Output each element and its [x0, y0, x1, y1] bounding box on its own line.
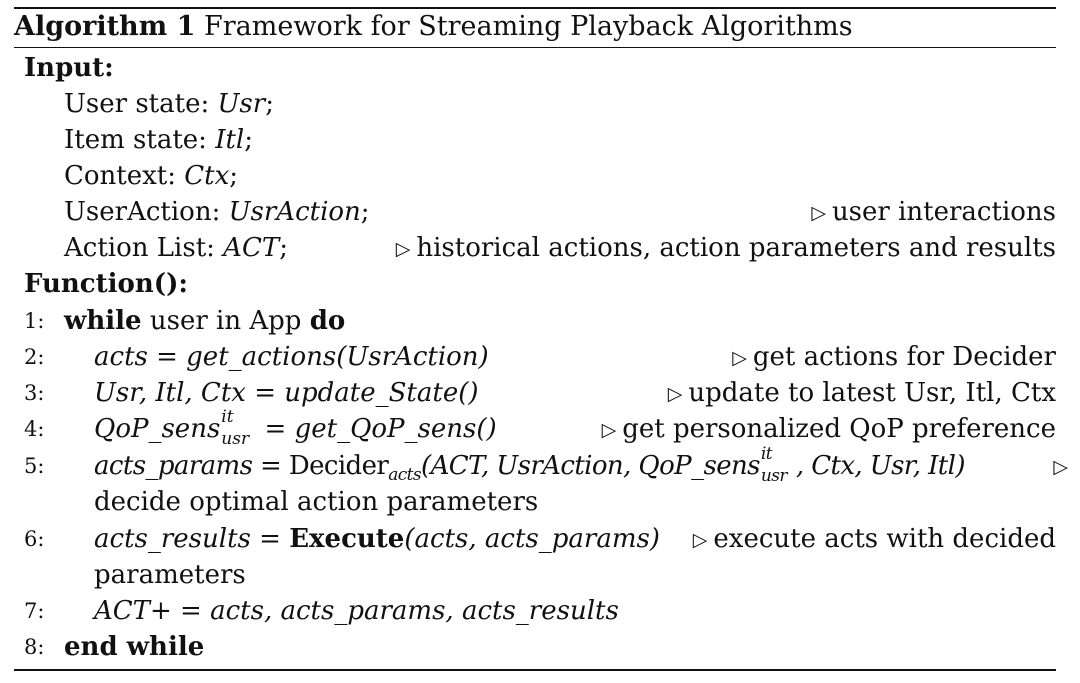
- input-symbol: ACT: [223, 233, 280, 263]
- comment: parameters: [94, 560, 246, 590]
- comment: ▷ get actions for Decider: [732, 342, 1056, 372]
- input-item: Item state: Itl;: [64, 125, 253, 155]
- comment-triangle-icon: ▷: [1053, 456, 1068, 478]
- input-symbol: Ctx: [184, 161, 230, 191]
- step-number: 4:: [24, 417, 45, 441]
- comment: ▷ update to latest Usr, Itl, Ctx: [667, 378, 1056, 408]
- algorithm-step: [0, 375, 1080, 411]
- comment-triangle-icon: ▷: [667, 383, 683, 405]
- function-heading: Function():: [24, 269, 188, 299]
- step-number: 2:: [24, 345, 45, 369]
- step-code: acts_params = Decider$_{acts}$(ACT, UsrAction, QoP_sens it usr , Ctx, Usr, Itl): [94, 444, 965, 486]
- keyword-end-while: end while: [64, 632, 205, 662]
- input-item: Context: Ctx;: [64, 161, 239, 191]
- keyword-while: while: [64, 306, 142, 336]
- input-label: User state:: [64, 89, 210, 119]
- input-symbol: Usr: [217, 89, 266, 119]
- input-heading-line: [0, 50, 1080, 86]
- input-label: Context:: [64, 161, 176, 191]
- comment-triangle-icon: ▷: [811, 202, 826, 224]
- input-item: UserAction: UsrAction; ▷ user interactions: [0, 194, 1080, 230]
- algorithm-step: 1: while user in App do: [0, 303, 1080, 339]
- algorithm-label: Algorithm 1: [14, 11, 196, 42]
- algorithm-caption: [14, 10, 853, 44]
- step-number: 3:: [24, 381, 45, 405]
- comment: ▷ execute acts with decided: [692, 524, 1056, 554]
- step-number: 8:: [24, 635, 45, 659]
- comment-triangle-icon: ▷: [395, 238, 411, 260]
- comment-triangle-icon: ▷: [692, 529, 708, 551]
- algorithm-step: [0, 521, 1080, 557]
- input-symbol: Itl: [215, 125, 245, 155]
- step-code: Usr, Itl, Ctx = update_State(): [94, 378, 479, 408]
- step-code: QoP_sens it usr = get_QoP_sens(): [94, 407, 497, 449]
- input-label: Item state:: [64, 125, 207, 155]
- step-number: 1:: [24, 309, 45, 333]
- caption-rule: [14, 47, 1056, 48]
- algorithm-step: [0, 444, 1080, 486]
- input-heading: Input:: [24, 53, 114, 83]
- algorithm-step-continuation: [0, 557, 1080, 593]
- algorithm-step: [0, 629, 1080, 665]
- input-label: UserAction:: [64, 197, 221, 227]
- input-item: Action List: ACT; ▷ historical actions, action parameters and results: [0, 230, 1080, 266]
- decider-name: Decider: [288, 451, 389, 481]
- step-number: 5:: [24, 454, 45, 478]
- bottom-rule: [14, 669, 1056, 671]
- algorithm-step: [0, 593, 1080, 629]
- step-code: acts_results = Execute(acts, acts_params): [94, 524, 660, 554]
- function-heading-line: [0, 266, 1080, 302]
- input-item: User state: Usr;: [64, 89, 274, 119]
- algorithm-title: Framework for Streaming Playback Algorithms: [204, 11, 853, 42]
- comment: decide optimal action parameters: [94, 487, 539, 517]
- comment-triangle-icon: ▷: [601, 419, 617, 441]
- comment-triangle-icon: ▷: [732, 347, 747, 369]
- step-number: 6:: [24, 527, 45, 551]
- comment: ▷ historical actions, action parameters and results: [395, 233, 1056, 263]
- step-code: acts = get_actions(UsrAction): [94, 342, 489, 372]
- step-code: ACT+ = acts, acts_params, acts_results: [94, 596, 619, 626]
- input-symbol: UsrAction: [228, 197, 361, 227]
- input-label: Action List:: [64, 233, 215, 263]
- comment: ▷ get personalized QoP preference: [601, 414, 1056, 444]
- algorithm-step-continuation: [0, 484, 1080, 520]
- top-rule: [14, 7, 1056, 9]
- algorithm-step: [0, 407, 1080, 449]
- execute-keyword: Execute: [289, 524, 405, 554]
- algorithm-step: [0, 339, 1080, 375]
- comment: ▷ user interactions: [811, 197, 1056, 227]
- keyword-do: do: [309, 306, 346, 336]
- step-number: 7:: [24, 599, 45, 623]
